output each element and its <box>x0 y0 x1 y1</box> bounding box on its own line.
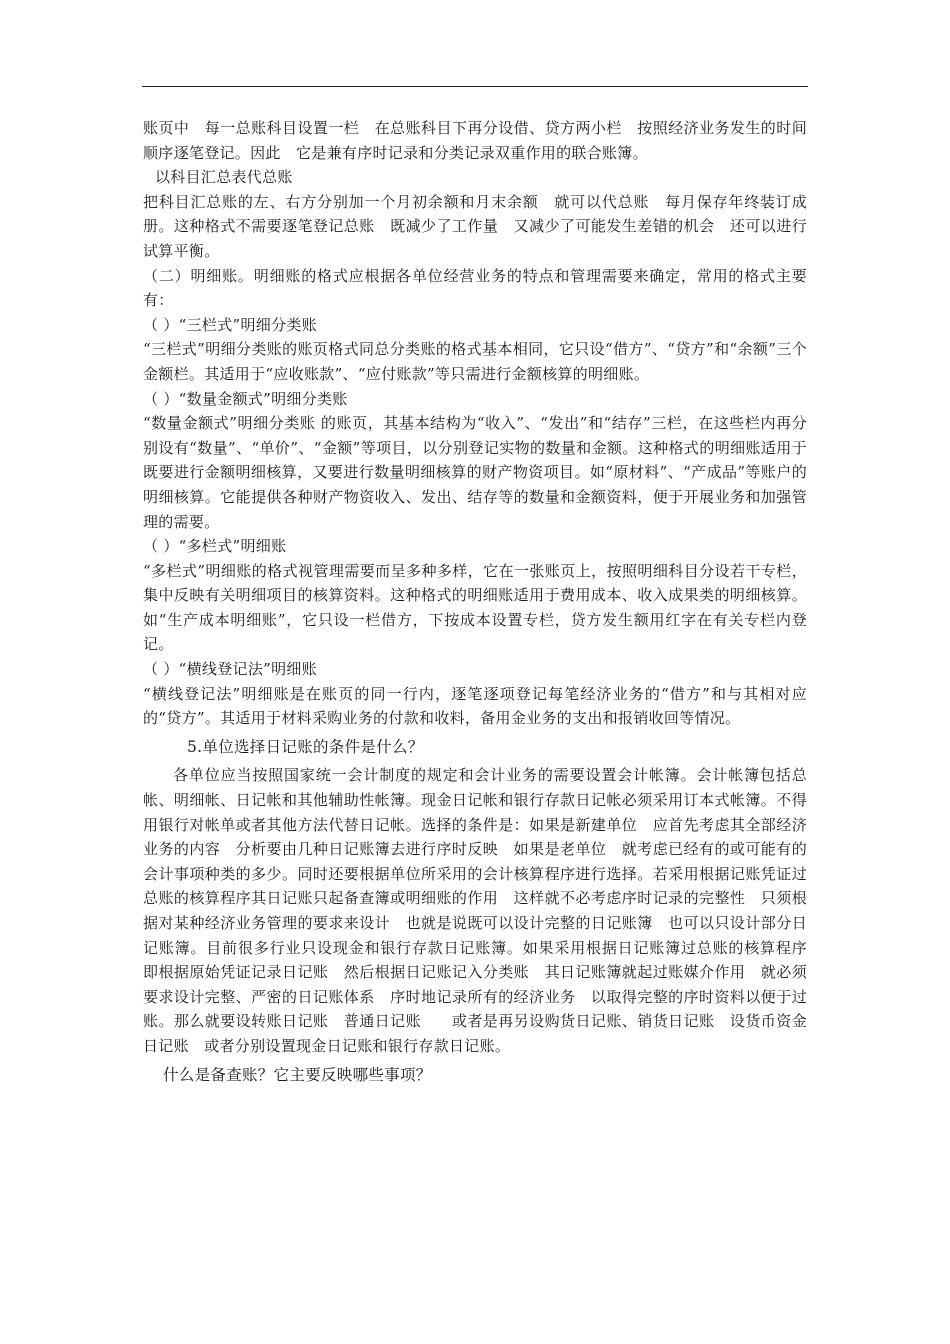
subheading-summary-ledger: 以科目汇总表代总账 <box>155 168 293 187</box>
paragraph-detail-ledger-intro: （二）明细账。明细账的格式应根据各单位经营业务的特点和管理需要来确定，常用的格式主要有： <box>143 266 807 310</box>
paragraph-three-column: “三栏式”明细分类账的账页格式同总分类账的格式基本相同，它只设“借方”、“贷方”和“余额”三个金额栏。其适用于“应收账款”、“应付账款”等只需进行金额核算的明细账。 <box>143 340 807 383</box>
paragraph-quantity-amount: “数量金额式”明细分类账 的账页，其基本结构为“收入”、“发出”和“结存”三栏，在这些栏内再分别设有“数量”、“单价”、“金额”等项目，以分别登记实物的数量和金额。这种格式的明细账适用于既要进行金额明细核算，又要进行数量明细核算的财产物资项目。如“原材料”、“产成品”等账户的明细核算。它能提供各种财产物资收入、发出、结存等的数量和金额资料，便于开展业务和加强管理的需要。 <box>143 414 807 531</box>
paragraph-joint-ledger: 账页中 每一总账科目设置一栏 在总账科目下再分设借、贷方两小栏 按照经济业务发生的时间顺序逐笔登记。因此 它是兼有序时记录和分类记录双重作用的联合账簿。 <box>143 119 807 162</box>
document-body <box>143 116 823 1087</box>
paragraph-summary-ledger: 把科目汇总账的左、右方分别加一个月初余额和月末余额 就可以代总账 每月保存年终装订成册。这种格式不需要逐笔登记总账 既减少了工作量 又减少了可能发生差错的机会 还可以进行试算平衡。 <box>143 192 807 260</box>
question-heading-memo-ledger: 什么是备查账？它主要反映哪些事项？ <box>163 1065 432 1084</box>
item-heading-three-column: （ ）“三栏式”明细分类账 <box>143 315 318 334</box>
header-rule <box>142 86 808 87</box>
item-heading-quantity-amount: （ ）“数量金额式”明细分类账 <box>143 389 348 408</box>
item-heading-horizontal-line: （ ）“横线登记法”明细账 <box>143 660 318 679</box>
item-heading-multi-column: （ ）“多栏式”明细账 <box>143 537 287 556</box>
question-heading-journal: 5.单位选择日记账的条件是什么？ <box>187 737 424 756</box>
paragraph-journal-answer: 各单位应当按照国家统一会计制度的规定和会计业务的需要设置会计帐簿。会计帐簿包括总帐、明细帐、日记帐和其他辅助性帐簿。现金日记帐和银行存款日记帐必须采用订本式帐簿。不得用银行对帐单或者其他方法代替日记帐。选择的条件是：如果是新建单位 应首先考虑其全部经济业务的内容 分析要由几种日记账簿去进行序时反映 如果是老单位 就考虑已经有的或可能有的会计事项种类的多少。同时还要根据单位所采用的会计核算程序进行选择。若采用根据记账凭证过总账的核算程序其日记账只起备查簿或明细账的作用 这样就不必考虑序时记录的完整性 只须根据对某种经济业务管理的要求来设计 也就是说既可以设计完整的日记账簿 也可以只设计部分日记账簿。目前很多行业只设现金和银行存款日记账簿。如果采用根据日记账簿过总账的核算程序 即根据原始凭证记录日记账 然后根据日记账记入分类账 其日记账簿就起过账媒介作用 就必须要求设计完整、严密的日记账体系 序时地记录所有的经济业务 以取得完整的序时资料以便于过账。那么就要设转账日记账 普通日记账 或者是再另设购货日记账、销货日记账 设货币资金日记账 或者分别设置现金日记账和银行存款日记账。 <box>143 766 823 1055</box>
paragraph-horizontal-line: “横线登记法”明细账是在账页的同一行内，逐笔逐项登记每笔经济业务的“借方”和与其相对应的“贷方”。其适用于材料采购业务的付款和收料，备用金业务的支出和报销收回等情况。 <box>143 684 807 728</box>
paragraph-multi-column: “多栏式”明细账的格式视管理需要而呈多种多样，它在一张账页上，按照明细科目分设若干专栏，集中反映有关明细项目的核算资料。这种格式的明细账适用于费用成本、收入成果类的明细核算。如“生产成本明细账”，它只设一栏借方，下按成本设置专栏，贷方发生额用红字在有关专栏内登记。 <box>143 561 807 654</box>
